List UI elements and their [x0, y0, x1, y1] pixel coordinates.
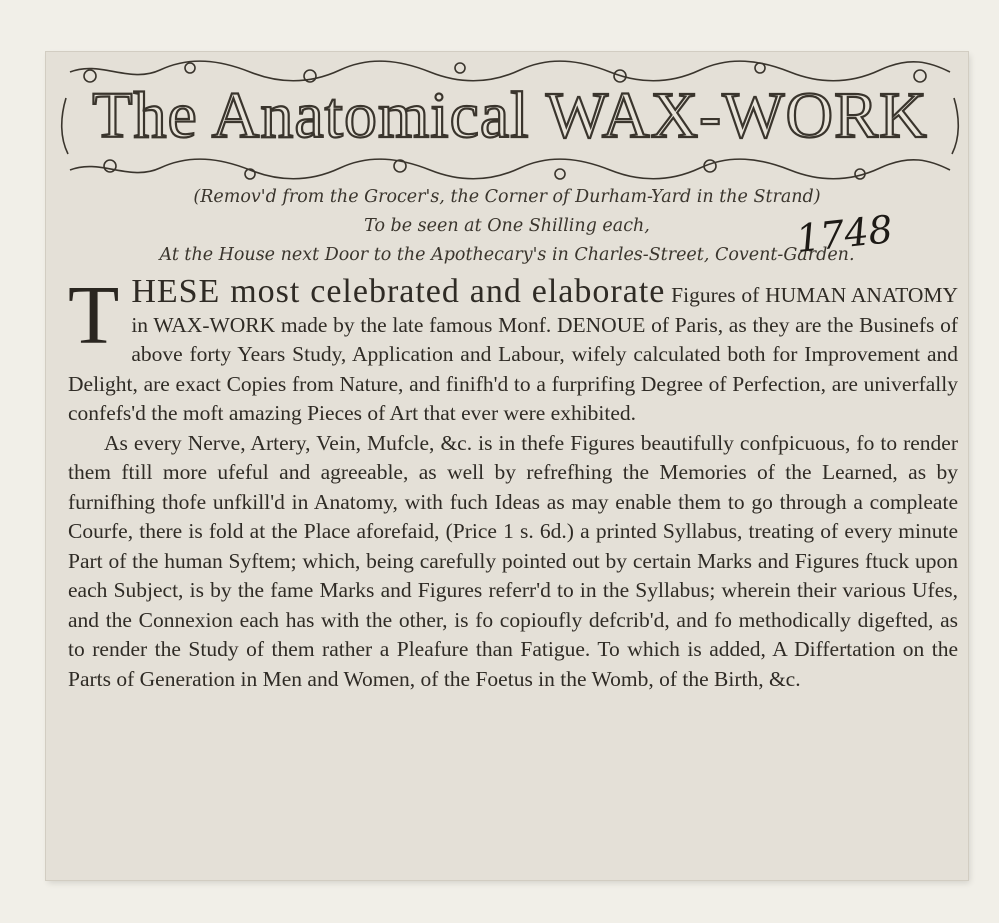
lead-line: HESE most celebrated and elaborate	[131, 273, 666, 310]
masthead	[60, 58, 960, 182]
body-text	[68, 269, 959, 694]
subheading-location: (Remov'd from the Grocer's, the Corner of Durham-Yard in the Strand)	[193, 187, 821, 207]
paragraph-1	[68, 269, 959, 429]
main-title: The Anatomical WAX-WORK	[92, 79, 928, 152]
subheading-price: To be seen at One Shilling each,	[364, 216, 650, 236]
paragraph-1-text: Figures of HUMAN ANATOMY in WAX-WORK made by the late famous Monf. DENOUE of Paris, as they are the Businefs of above forty Years Study, Application and Labour, wifely calculated both for Improvement and Delight, are exact Copies from Nature, and finifh'd to a furprifing Degree of Perfection, are univerfally confefs'd the moft amazing Pieces of Art that ever were exhibited.	[68, 283, 959, 425]
paragraph-2: As every Nerve, Artery, Vein, Mufcle, &c. is in thefe Figures beautifully confpicuous, fo to render them ftill more ufeful and agreeable, as well by refrefhing the Memories of the Learned, as by furnifhing thofe unfkill'd in Anatomy, with fuch Ideas as may enable them to go through a compleate Courfe, there is fold at the Place aforefaid, (Price 1 s. 6d.) a printed Syllabus, treating of every minute Part of the human Syftem; which, being carefully pointed out by certain Marks and Figures ftuck upon each Subject, is by the fame Marks and Figures referr'd to in the Syllabus; wherein their various Ufes, and the Connexion each has with the other, is fo copioufly defcrib'd, and fo methodically digefted, as to render the Study of them rather a Pleafure than Fatigue. To which is added, A Differtation on the Parts of Generation in Men and Women, of the Foetus in the Womb, of the Birth, &c.	[68, 430, 958, 691]
subheading-address: At the House next Door to the Apothecary's in Charles-Street, Covent-Garden.	[159, 245, 855, 265]
handwritten-year: 1748	[793, 207, 895, 261]
handbill-page	[46, 52, 968, 880]
drop-cap: T	[68, 269, 120, 362]
